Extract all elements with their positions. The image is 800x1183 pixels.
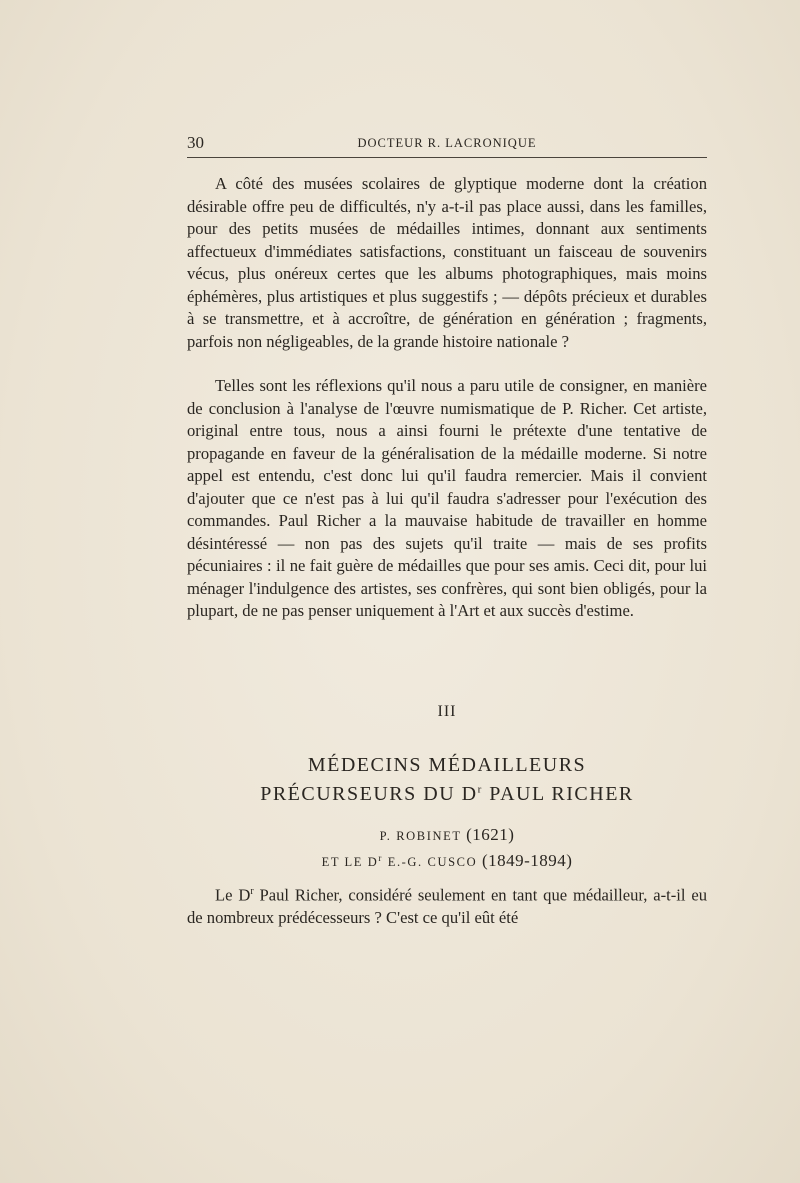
subtitle-years: (1849-1894): [481, 851, 573, 870]
title-text: PAUL RICHER: [482, 783, 634, 805]
section-number: III: [437, 703, 457, 720]
paragraph-text: Telles sont les réflexions qu'il nous a paru utile de consigner, en manière de conclusion à l'analyse de l'œuvre numismatique de P. Richer. Cet artiste, original entre tous, nous a ainsi fourni le prétexte d'une tentative de propagande en faveur de la généralisation de la médaille moderne. Si notre appel est entendu, c'est donc lui qu'il faudra remercier. Mais il convient d'ajouter que ce n'est pas à lui qu'il faudra s'adresser pour l'exécution des commandes. Paul Richer a la mauvaise habitude de travailler en homme désintéressé — non pas des sujets qu'il traite — mais de ses profits pécuniaires : il ne fait guère de médailles que pour ses amis. Ceci dit, pour lui ménager l'indulgence des artistes, ses confrères, qui sont bien obligés, pour la plupart, de ne pas penser uniquement à l'Art et aux succès d'estime.: [187, 376, 707, 620]
section-title-line-1: MÉDECINS MÉDAILLEURS: [307, 754, 587, 776]
subtitle-years: (1621): [466, 825, 515, 844]
subtitle-line-2: [187, 851, 707, 871]
running-head: DOCTEUR R. LACRONIQUE: [357, 136, 537, 150]
subtitle-text: ET LE D: [321, 855, 379, 869]
page-number: 30: [187, 133, 204, 152]
paragraph-2: [187, 375, 707, 623]
subtitle-name: P. ROBINET: [379, 829, 462, 843]
subtitle-superscript: r: [378, 852, 383, 863]
subtitle-line-1: [187, 825, 707, 845]
title-superscript: r: [477, 783, 483, 796]
paragraph-1: [187, 173, 707, 353]
title-text: PRÉCURSEURS DU D: [260, 783, 478, 805]
paragraph-superscript: r: [250, 886, 254, 897]
page-header: [187, 134, 707, 152]
header-rule: [187, 157, 707, 158]
subtitle-text: E.-G. CUSCO: [382, 855, 478, 869]
paragraph-3: [187, 881, 707, 930]
paragraph-rest: Paul Richer, considéré seulement en tant que médailleur, a-t-il eu de nombreux prédécesseurs ? C'est ce qu'il eût été: [187, 885, 707, 928]
paragraph-start: Le D: [215, 885, 251, 905]
paragraph-text: A côté des musées scolaires de glyptique moderne dont la création désirable offre peu de difficultés, n'y a-t-il pas place aussi, dans les familles, pour des petits musées de médailles intimes, donnant aux sentiments affectueux d'immédiates satisfactions, constituant un faisceau de souvenirs vécus, plus onéreux certes que les albums photographiques, mais moins éphémères, plus artistiques et plus suggestifs ; — dépôts précieux et durables à se transmettre, et à accroître, de génération en génération ; fragments, parfois non négligeables, de la grande histoire nationale ?: [187, 174, 707, 351]
section-title-line-2: [187, 783, 707, 806]
paragraph-text: [187, 881, 707, 930]
